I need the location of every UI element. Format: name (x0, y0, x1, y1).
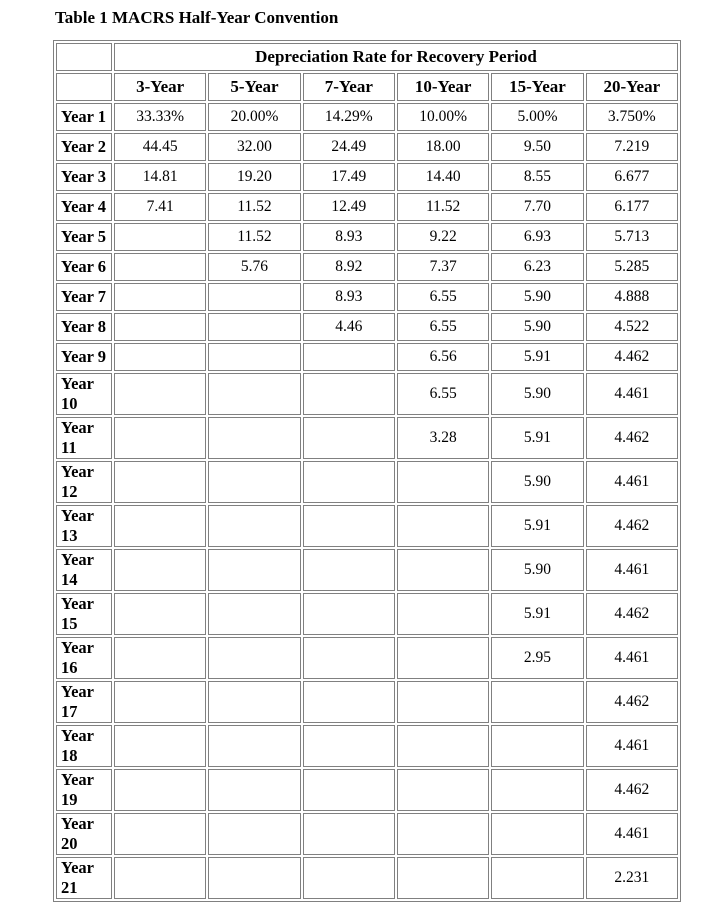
rate-cell (208, 769, 300, 811)
column-header: 15-Year (491, 73, 583, 101)
column-header: 5-Year (208, 73, 300, 101)
rate-cell (491, 681, 583, 723)
rate-cell (208, 813, 300, 855)
rate-cell (397, 769, 489, 811)
rate-cell: 17.49 (303, 163, 395, 191)
rate-cell: 5.90 (491, 549, 583, 591)
rate-cell (397, 813, 489, 855)
row-label: Year 14 (56, 549, 112, 591)
rate-cell: 2.231 (586, 857, 678, 899)
rate-cell: 6.93 (491, 223, 583, 251)
row-label: Year 9 (56, 343, 112, 371)
row-label: Year 15 (56, 593, 112, 635)
rate-cell (397, 549, 489, 591)
rate-cell (114, 461, 206, 503)
rate-cell: 4.462 (586, 343, 678, 371)
row-label: Year 6 (56, 253, 112, 281)
row-label: Year 3 (56, 163, 112, 191)
rate-cell: 4.461 (586, 637, 678, 679)
table-caption: Table 1 MACRS Half-Year Convention (55, 8, 339, 27)
row-label: Year 8 (56, 313, 112, 341)
column-header: 10-Year (397, 73, 489, 101)
macrs-table (53, 40, 681, 902)
rate-cell (114, 505, 206, 547)
rate-cell (208, 593, 300, 635)
rate-cell: 4.462 (586, 505, 678, 547)
rate-cell: 7.41 (114, 193, 206, 221)
rate-cell: 6.55 (397, 313, 489, 341)
table-row (56, 253, 678, 281)
rate-cell: 32.00 (208, 133, 300, 161)
rate-cell: 19.20 (208, 163, 300, 191)
rate-cell (208, 681, 300, 723)
rate-cell: 4.522 (586, 313, 678, 341)
rate-cell: 5.90 (491, 283, 583, 311)
rate-cell (397, 461, 489, 503)
rate-cell (114, 725, 206, 767)
rate-cell: 9.50 (491, 133, 583, 161)
group-header: Depreciation Rate for Recovery Period (114, 43, 678, 71)
row-label: Year 18 (56, 725, 112, 767)
table-row (56, 637, 678, 679)
rate-cell: 5.90 (491, 461, 583, 503)
rate-cell (303, 549, 395, 591)
rate-cell (114, 373, 206, 415)
rate-cell (208, 343, 300, 371)
rate-cell: 7.219 (586, 133, 678, 161)
rate-cell (397, 637, 489, 679)
table-row (56, 461, 678, 503)
rate-cell: 5.91 (491, 343, 583, 371)
rate-cell: 9.22 (397, 223, 489, 251)
table-row (56, 857, 678, 899)
rate-cell: 11.52 (208, 223, 300, 251)
rate-cell (491, 725, 583, 767)
rate-cell (208, 417, 300, 459)
rate-cell: 3.750% (586, 103, 678, 131)
rate-cell: 5.713 (586, 223, 678, 251)
rate-cell: 4.46 (303, 313, 395, 341)
column-header: 3-Year (114, 73, 206, 101)
rate-cell: 5.00% (491, 103, 583, 131)
rate-cell (303, 813, 395, 855)
group-header-row (56, 43, 678, 71)
row-label: Year 16 (56, 637, 112, 679)
row-label: Year 7 (56, 283, 112, 311)
rate-cell: 5.285 (586, 253, 678, 281)
rate-cell (114, 813, 206, 855)
row-label: Year 1 (56, 103, 112, 131)
rate-cell: 8.92 (303, 253, 395, 281)
rate-cell: 4.461 (586, 725, 678, 767)
rate-cell (491, 769, 583, 811)
rate-cell: 14.81 (114, 163, 206, 191)
rate-cell: 11.52 (397, 193, 489, 221)
corner-cell (56, 73, 112, 101)
row-label: Year 2 (56, 133, 112, 161)
rate-cell (114, 283, 206, 311)
rate-cell (397, 593, 489, 635)
table-row (56, 593, 678, 635)
rate-cell (303, 373, 395, 415)
rate-cell (491, 813, 583, 855)
table-row (56, 505, 678, 547)
column-header-row (56, 73, 678, 101)
rate-cell: 33.33% (114, 103, 206, 131)
rate-cell (491, 857, 583, 899)
rate-cell: 10.00% (397, 103, 489, 131)
rate-cell (208, 461, 300, 503)
rate-cell (208, 725, 300, 767)
rate-cell: 7.37 (397, 253, 489, 281)
rate-cell (114, 637, 206, 679)
rate-cell (397, 725, 489, 767)
column-header: 20-Year (586, 73, 678, 101)
rate-cell: 6.55 (397, 283, 489, 311)
rate-cell: 4.462 (586, 769, 678, 811)
table-row (56, 417, 678, 459)
rate-cell: 24.49 (303, 133, 395, 161)
rate-cell: 4.462 (586, 417, 678, 459)
rate-cell: 6.23 (491, 253, 583, 281)
rate-cell: 11.52 (208, 193, 300, 221)
rate-cell: 5.76 (208, 253, 300, 281)
rate-cell (397, 857, 489, 899)
table-row (56, 549, 678, 591)
rate-cell: 4.888 (586, 283, 678, 311)
rate-cell: 5.90 (491, 313, 583, 341)
rate-cell (114, 769, 206, 811)
rate-cell (114, 343, 206, 371)
rate-cell: 18.00 (397, 133, 489, 161)
table-body (56, 103, 678, 899)
rate-cell: 6.177 (586, 193, 678, 221)
table-row (56, 343, 678, 371)
rate-cell (208, 549, 300, 591)
rate-cell (114, 417, 206, 459)
row-label: Year 11 (56, 417, 112, 459)
row-label: Year 5 (56, 223, 112, 251)
rate-cell (208, 505, 300, 547)
rate-cell (114, 253, 206, 281)
row-label: Year 13 (56, 505, 112, 547)
rate-cell: 6.55 (397, 373, 489, 415)
row-label: Year 10 (56, 373, 112, 415)
row-label: Year 21 (56, 857, 112, 899)
table-row (56, 373, 678, 415)
table-row (56, 313, 678, 341)
rate-cell: 7.70 (491, 193, 583, 221)
rate-cell: 4.461 (586, 813, 678, 855)
row-label: Year 4 (56, 193, 112, 221)
rate-cell: 6.677 (586, 163, 678, 191)
rate-cell (114, 593, 206, 635)
rate-cell: 4.462 (586, 593, 678, 635)
rate-cell (303, 593, 395, 635)
rate-cell (114, 549, 206, 591)
rate-cell: 4.462 (586, 681, 678, 723)
row-label: Year 19 (56, 769, 112, 811)
rate-cell: 4.461 (586, 373, 678, 415)
rate-cell: 14.40 (397, 163, 489, 191)
rate-cell: 12.49 (303, 193, 395, 221)
rate-cell (208, 283, 300, 311)
rate-cell (303, 725, 395, 767)
rate-cell: 8.93 (303, 283, 395, 311)
rate-cell: 5.90 (491, 373, 583, 415)
rate-cell (208, 373, 300, 415)
rate-cell: 14.29% (303, 103, 395, 131)
rate-cell (208, 857, 300, 899)
rate-cell (303, 769, 395, 811)
rate-cell (397, 681, 489, 723)
rate-cell (303, 505, 395, 547)
table-row (56, 133, 678, 161)
rate-cell (114, 223, 206, 251)
table-row (56, 163, 678, 191)
rate-cell (303, 681, 395, 723)
table-row (56, 725, 678, 767)
table-row (56, 769, 678, 811)
rate-cell (303, 417, 395, 459)
row-label: Year 20 (56, 813, 112, 855)
rate-cell (303, 857, 395, 899)
table-row (56, 103, 678, 131)
rate-cell (114, 857, 206, 899)
rate-cell: 4.461 (586, 461, 678, 503)
column-header: 7-Year (303, 73, 395, 101)
row-label: Year 17 (56, 681, 112, 723)
rate-cell (303, 461, 395, 503)
rate-cell: 44.45 (114, 133, 206, 161)
rate-cell (208, 637, 300, 679)
rate-cell: 2.95 (491, 637, 583, 679)
rate-cell: 20.00% (208, 103, 300, 131)
rate-cell (303, 637, 395, 679)
rate-cell (208, 313, 300, 341)
rate-cell: 8.93 (303, 223, 395, 251)
table-row (56, 223, 678, 251)
table-row (56, 283, 678, 311)
rate-cell: 8.55 (491, 163, 583, 191)
table-row (56, 193, 678, 221)
corner-cell (56, 43, 112, 71)
rate-cell: 3.28 (397, 417, 489, 459)
rate-cell: 6.56 (397, 343, 489, 371)
rate-cell (397, 505, 489, 547)
table-row (56, 681, 678, 723)
rate-cell (114, 313, 206, 341)
rate-cell: 5.91 (491, 593, 583, 635)
rate-cell: 5.91 (491, 417, 583, 459)
rate-cell: 5.91 (491, 505, 583, 547)
row-label: Year 12 (56, 461, 112, 503)
rate-cell (114, 681, 206, 723)
rate-cell (303, 343, 395, 371)
rate-cell: 4.461 (586, 549, 678, 591)
table-row (56, 813, 678, 855)
